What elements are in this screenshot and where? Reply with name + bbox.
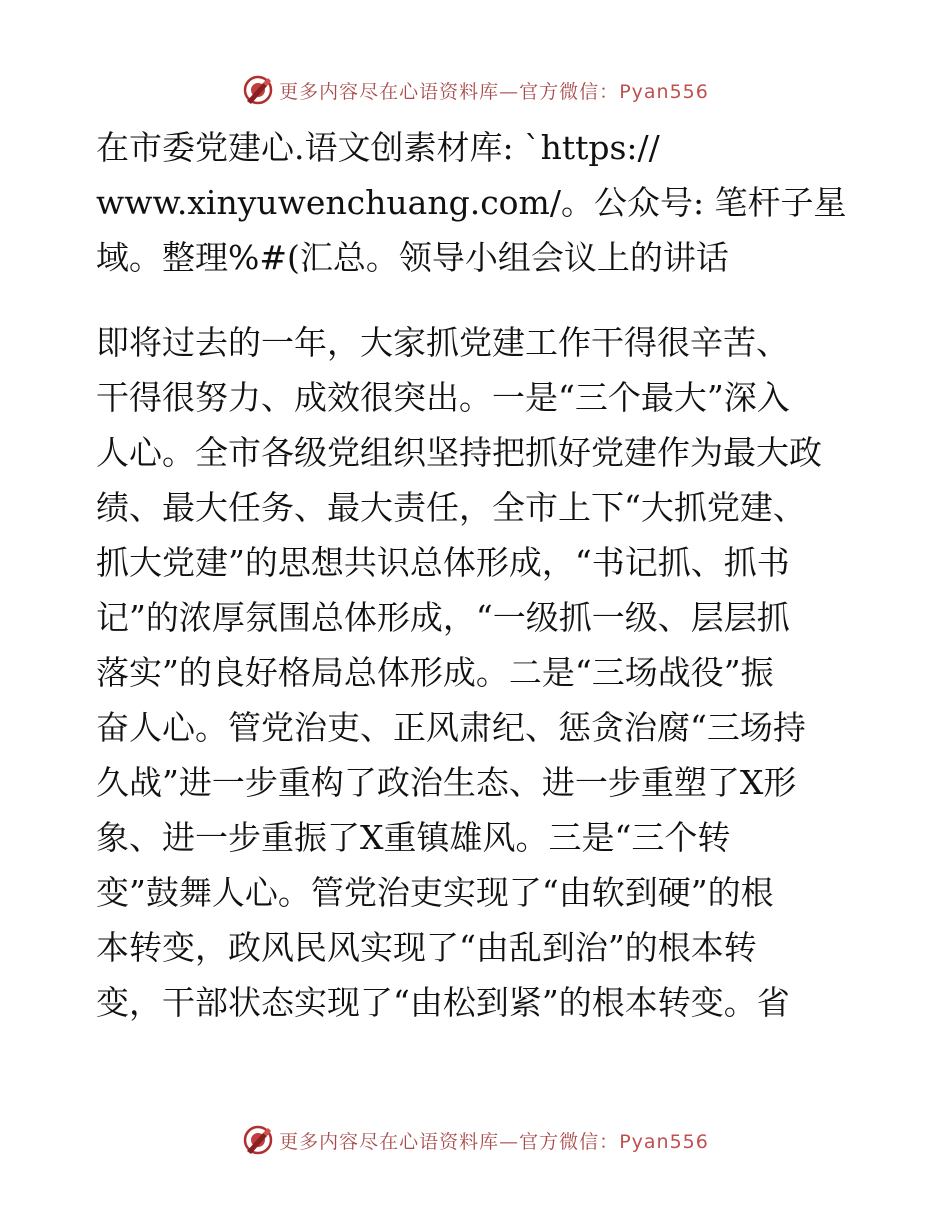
- body-line: 干得很努力、成效很突出。一是“三个最大”深入: [96, 378, 790, 417]
- body-line: 落实”的良好格局总体形成。二是“三场战役”振: [96, 653, 774, 692]
- watermark-text: 更多内容尽在心语资料库—官方微信：Pyan556: [279, 1130, 709, 1153]
- body-line: 抓大党建”的思想共识总体形成，“书记抓、抓书: [96, 543, 790, 582]
- header-watermark: [0, 70, 950, 110]
- body-line: 奋人心。管党治吏、正风肃纪、惩贪治腐“三场持: [96, 708, 806, 747]
- body-line: 人心。全市各级党组织坚持把抓好党建作为最大政: [96, 433, 822, 472]
- title-line: 域。整理%#(汇总。领导小组会议上的讲话: [96, 238, 729, 277]
- body-line: 象、进一步重振了X重镇雄风。三是“三个转: [96, 818, 731, 857]
- body-line: 本转变，政风民风实现了“由乱到治”的根本转: [96, 928, 757, 967]
- pen-logo-icon: [241, 73, 275, 107]
- footer-watermark: [0, 1120, 950, 1160]
- wechat-id: Pyan556: [619, 80, 709, 103]
- body-line: 即将过去的一年，大家抓党建工作干得很辛苦、: [96, 323, 789, 362]
- title-line: www.xinyuwenchuang.com/。公众号: 笔杆子星: [96, 183, 847, 222]
- watermark-text: 更多内容尽在心语资料库—官方微信：Pyan556: [279, 80, 709, 103]
- body-line: 绩、最大任务、最大责任，全市上下“大抓党建、: [96, 488, 806, 527]
- pen-logo-icon: [241, 1123, 275, 1157]
- body-line: 记”的浓厚氛围总体形成，“一级抓一级、层层抓: [96, 598, 790, 637]
- document-body: [96, 315, 856, 1030]
- body-line: 久战”进一步重构了政治生态、进一步重塑了X形: [96, 763, 797, 802]
- body-line: 变”鼓舞人心。管党治吏实现了“由软到硬”的根: [96, 873, 774, 912]
- wechat-id: Pyan556: [619, 1130, 709, 1153]
- title-line: 在市委党建心.语文创素材库: `https://: [96, 128, 660, 167]
- body-line: 变，干部状态实现了“由松到紧”的根本转变。省: [96, 983, 790, 1022]
- document-title: [96, 120, 856, 285]
